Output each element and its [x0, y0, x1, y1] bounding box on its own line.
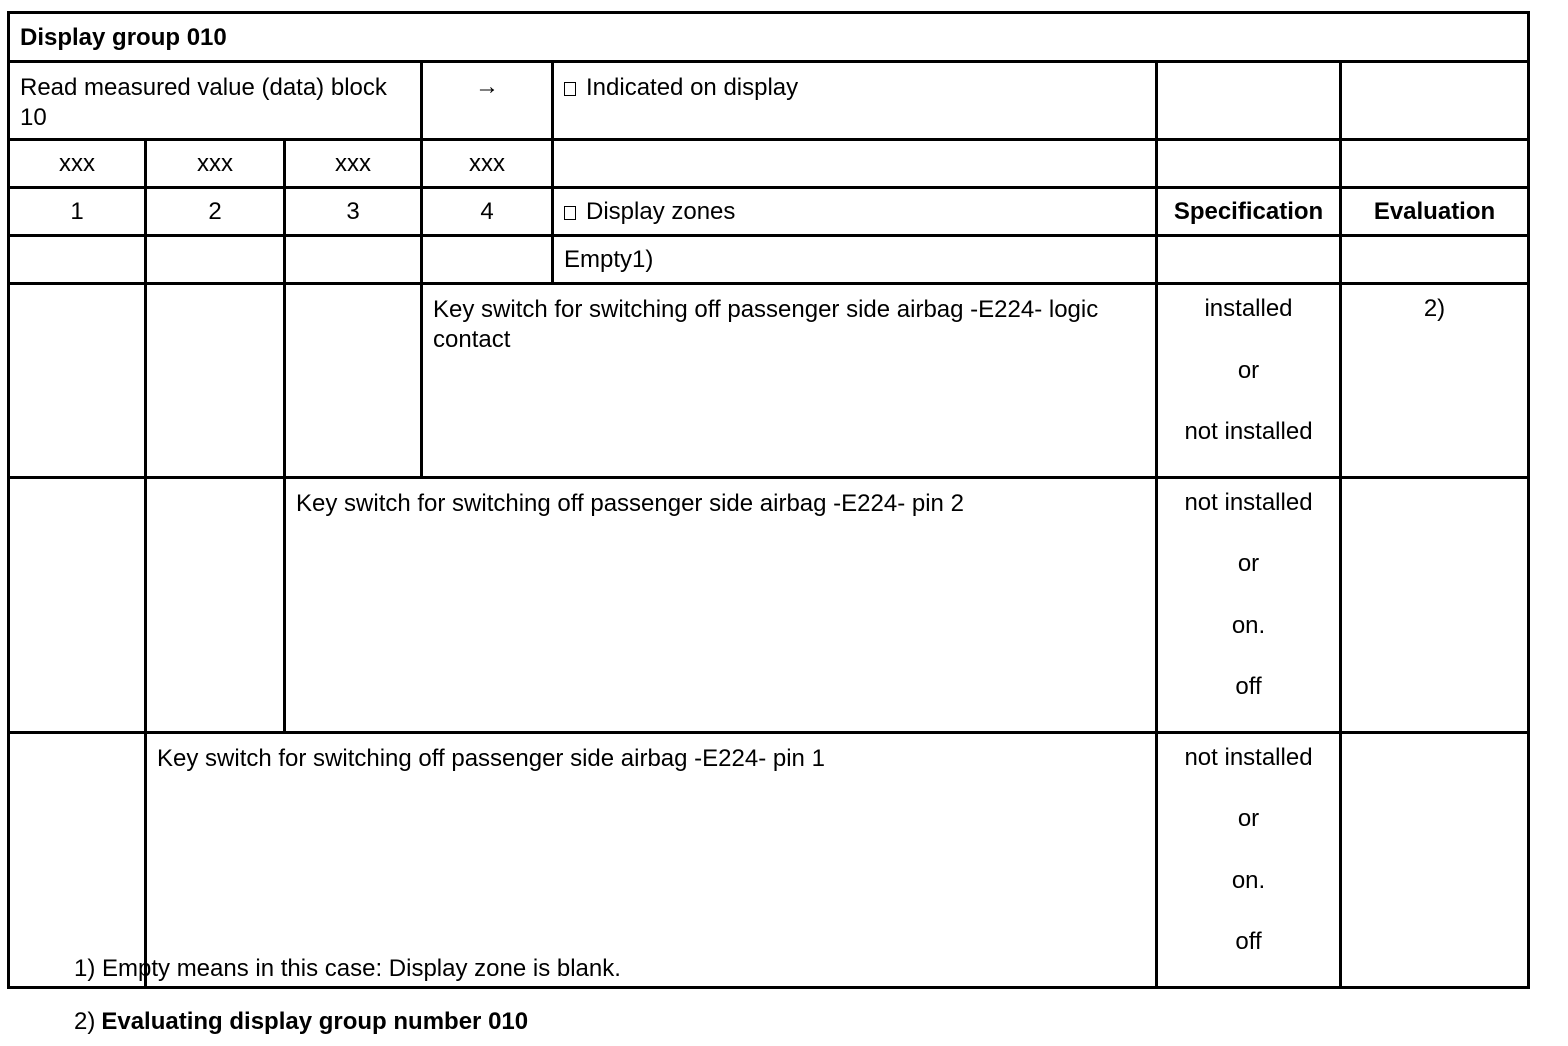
- arrow-icon: →: [422, 62, 553, 140]
- spec-value: off: [1235, 673, 1262, 700]
- spec-value: installed: [1204, 295, 1293, 322]
- spec-value: or: [1237, 356, 1260, 384]
- read-measured-label: Read measured value (data) block 10: [9, 62, 422, 140]
- spec-value: not installed: [1184, 488, 1313, 516]
- spec-value: not installed: [1184, 418, 1313, 445]
- placeholder-value: xxx: [9, 140, 146, 188]
- empty-cell: [1157, 62, 1341, 140]
- placeholder-value: xxx: [146, 140, 285, 188]
- specification-header: Specification: [1157, 188, 1341, 236]
- table-row: [9, 477, 1529, 732]
- evaluation-header: Evaluation: [1341, 188, 1529, 236]
- display-group-table: [7, 11, 1530, 989]
- table-row: [9, 284, 1529, 478]
- empty-cell: [9, 477, 146, 732]
- footnote-2: [74, 1008, 528, 1036]
- placeholder-row: [9, 140, 1529, 188]
- empty-cell: [285, 236, 422, 284]
- table-title: Display group 010: [9, 13, 1529, 62]
- zone-number: 4: [422, 188, 553, 236]
- empty-cell: [9, 284, 146, 478]
- evaluation-value: [1341, 732, 1529, 987]
- specification-values: [1157, 732, 1341, 987]
- title-row: [9, 13, 1529, 62]
- footnote-2-text: Evaluating display group number 010: [101, 1008, 529, 1035]
- indicated-cell: [553, 62, 1157, 140]
- zone-number: 1: [9, 188, 146, 236]
- spec-value: on.: [1231, 866, 1266, 894]
- empty-cell: [146, 236, 285, 284]
- spec-value: on.: [1231, 611, 1266, 639]
- zone-header-row: [9, 188, 1529, 236]
- zone-number: 2: [146, 188, 285, 236]
- empty-cell: [285, 284, 422, 478]
- row-description: Key switch for switching off passenger side airbag -E224- pin 1: [146, 732, 1157, 987]
- placeholder-value: xxx: [422, 140, 553, 188]
- empty-cell: [1341, 236, 1529, 284]
- empty-label: Empty1): [553, 236, 1157, 284]
- empty-cell: [9, 732, 146, 987]
- empty-row: [9, 236, 1529, 284]
- empty-cell: [1341, 140, 1529, 188]
- row-description: Key switch for switching off passenger side airbag -E224- logic contact: [422, 284, 1157, 478]
- empty-cell: [9, 236, 146, 284]
- indicated-label: Indicated on display: [586, 74, 799, 101]
- footnote-2-number: 2): [74, 1008, 96, 1035]
- checkbox-icon: [564, 82, 576, 96]
- placeholder-value: xxx: [285, 140, 422, 188]
- empty-cell: [146, 477, 285, 732]
- read-row: [9, 62, 1529, 140]
- specification-values: [1157, 477, 1341, 732]
- specification-values: [1157, 284, 1341, 478]
- checkbox-icon: [564, 206, 576, 220]
- spec-value: or: [1237, 805, 1260, 832]
- empty-cell: [1157, 236, 1341, 284]
- display-zones-label: Display zones: [586, 197, 736, 225]
- empty-cell: [146, 284, 285, 478]
- row-description: Key switch for switching off passenger side airbag -E224- pin 2: [285, 477, 1157, 732]
- empty-cell: [422, 236, 553, 284]
- spec-value: or: [1237, 550, 1260, 577]
- empty-cell: [1157, 140, 1341, 188]
- table-row: [9, 732, 1529, 987]
- footnote-1: 1) Empty means in this case: Display zone is blank.: [74, 955, 621, 982]
- empty-cell: [553, 140, 1157, 188]
- empty-cell: [1341, 62, 1529, 140]
- evaluation-value: 2): [1341, 284, 1529, 478]
- evaluation-value: [1341, 477, 1529, 732]
- zone-number: 3: [285, 188, 422, 236]
- spec-value: not installed: [1184, 743, 1313, 771]
- spec-value: off: [1235, 928, 1262, 955]
- display-zones-cell: [553, 188, 1157, 236]
